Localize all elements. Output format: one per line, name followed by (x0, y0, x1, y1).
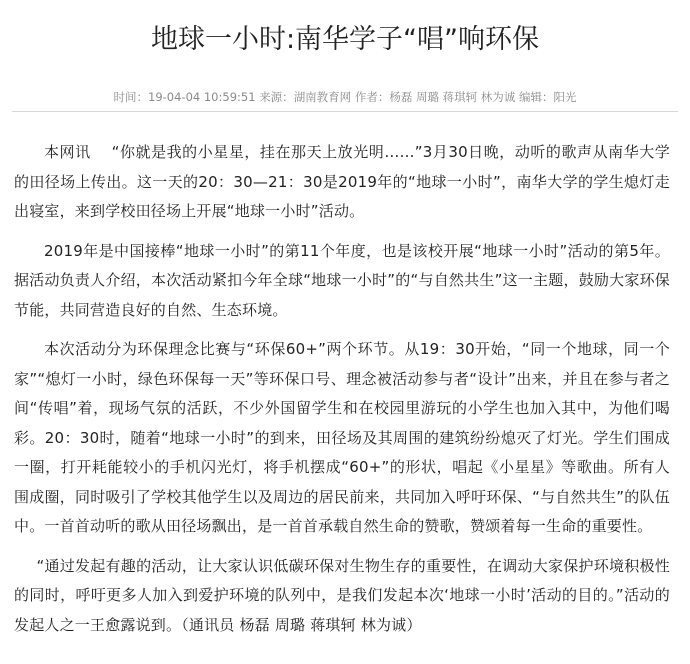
paragraph-4: “通过发起有趣的活动，让大家认识低碳环保对生物生存的重要性，在调动大家保护环境积极性的同时，呼吁更多人加入到爱护环境的队列中，是我们发起本次‘地球一小时’活动的目的。”活动的发起人之一王愈露说到。（通讯员 杨磊 周璐 蒋琪轲 林为诚） (14, 556, 670, 634)
title-divider (12, 111, 678, 112)
meta-source-label: 来源： (259, 90, 294, 104)
meta-source-value: 湖南教育网 (293, 90, 352, 104)
news-lead: 本网讯 (44, 143, 91, 161)
article-body (14, 138, 670, 650)
paragraph-2: 2019年是中国接棒“地球一小时”的第11个年度，也是该校开展“地球一小时”活动的第5年。据活动负责人介绍，本次活动紧扣今年全球“地球一小时”的“与自然共生”这一主题，鼓励大家环保节能，共同营造良好的自然、生态环境。 (14, 241, 670, 319)
meta-editor-value: 阳光 (553, 90, 577, 104)
paragraph-1-text: “你就是我的小星星，挂在那天上放光明……”3月30日晚，动听的歌声从南华大学的田径场上传出。这一天的20：30—21：30是2019年的“地球一小时”，南华大学的学生熄灯走出寝室，来到学校田径场上开展“地球一小时”活动。 (14, 143, 670, 220)
meta-time-label: 时间： (113, 90, 149, 104)
paragraph-1 (14, 138, 670, 227)
article-meta (0, 86, 690, 108)
meta-editor-label: 编辑： (518, 90, 554, 104)
meta-author-value: 杨磊 周璐 蒋琪轲 林为诚 (389, 90, 516, 104)
paragraph-3: 本次活动分为环保理念比赛与“环保60+”两个环节。从19：30开始，“同一个地球，同一个家”“熄灯一小时，绿色环保每一天”等环保口号、理念被活动参与者“设计”出来，并且在参与者之间“传唱”着，现场气氛的活跃，不少外国留学生和在校园里游玩的小学生也加入其中，为他们喝彩。20：30时，随着“地球一小时”的到来，田径场及其周围的建筑纷纷熄灭了灯光。学生们围成一圈，打开耗能较小的手机闪光灯，将手机摆成“60+”的形状，唱起《小星星》等歌曲。所有人围成圈，同时吸引了学校其他学生以及周边的居民前来，共同加入呼吁环保、“与自然共生”的队伍中。一首首动听的歌从田径场飘出，是一首首承载自然生命的赞歌，赞颂着每一生命的重要性。 (14, 340, 670, 535)
meta-time-value: 19-04-04 10:59:51 (148, 90, 256, 104)
article-title: 地球一小时:南华学子“唱”响环保 (150, 24, 540, 55)
meta-author-label: 作者： (354, 90, 390, 104)
